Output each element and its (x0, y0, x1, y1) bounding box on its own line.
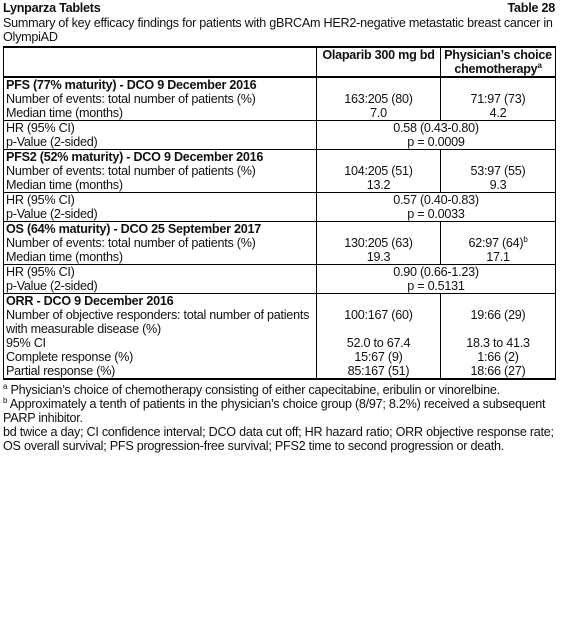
footnote-b: $^b$ Approximately a tenth of patients in the physician’s choice group (8/97; 8.2%) received a subsequent PARP inhibitor. (3, 395, 546, 425)
row-label: Median time (months) (6, 106, 123, 120)
section-title-pfs: PFS (77% maturity) - DCO 9 December 2016 (4, 77, 317, 92)
row-label: Number of events: total number of patients (%) (6, 92, 256, 106)
section-title-orr: ORR - DCO 9 December 2016 (6, 294, 174, 308)
row-label: 95% CI (6, 336, 46, 350)
row-label: Median time (months) (6, 178, 123, 192)
section-title-os: OS (64% maturity) - DCO 25 September 2017 (4, 222, 317, 237)
physician-value: 4.2 (489, 106, 507, 120)
row-label: Number of events: total number of patients (%) (6, 164, 256, 178)
header-blank-cell (4, 47, 317, 77)
footnote-a-marker: a (537, 60, 542, 70)
physician-value: 17.1 (486, 250, 510, 264)
section-title-pfs2: PFS2 (52% maturity) - DCO 9 December 2016 (4, 150, 317, 165)
row-label: Number of objective responders: total number of patients with measurable disease (%) (6, 308, 310, 336)
physician-value: 18.3 to 41.3 (466, 336, 530, 350)
olaparib-value: 130:205 (63) (344, 236, 413, 250)
table-row (4, 92, 556, 121)
p-value: p = 0.0033 (407, 207, 465, 221)
row-label: Number of events: total number of patients (%) (6, 236, 256, 250)
hr-value: 0.90 (0.66-1.23) (393, 265, 479, 279)
section-title-row (4, 150, 556, 165)
olaparib-value: 100:167 (60) (344, 308, 413, 322)
table-row (4, 121, 556, 150)
table-row (4, 236, 556, 265)
section-title-row (4, 77, 556, 92)
table-row (4, 265, 556, 294)
physician-value: 1:66 (2) (477, 350, 519, 364)
document-header (3, 1, 555, 15)
abbreviations: bd twice a day; CI confidence interval; DCO data cut off; HR hazard ratio; ORR objective response rate; OS overall survival; PFS progression-free survival; PFS2 time to second progression or death. (3, 425, 554, 453)
physician-value: 62:97 (64) (468, 236, 524, 250)
table-row (4, 193, 556, 222)
row-label: Complete response (%) (6, 350, 134, 364)
hr-value: 0.57 (0.40-0.83) (393, 193, 479, 207)
product-name: Lynparza Tablets (3, 1, 101, 15)
table-row (4, 164, 556, 193)
hr-value: 0.58 (0.43-0.80) (393, 121, 479, 135)
section-title-row (4, 222, 556, 237)
table-header-row (4, 47, 556, 77)
p-value: p = 0.5131 (407, 279, 465, 293)
column-header-olaparib: Olaparib 300 mg bd (317, 47, 441, 77)
row-label: Partial response (%) (6, 364, 116, 378)
column-header-physician: Physician’s choice chemotherapy$^a$ (441, 47, 556, 77)
table-number: Table 28 (507, 1, 555, 15)
olaparib-value: 13.2 (366, 178, 391, 192)
row-label: p-Value (2-sided) (6, 207, 98, 221)
olaparib-value: 85:167 (51) (347, 364, 410, 378)
footnote-a: $^a$ Physician’s choice of chemotherapy consisting of either capecitabine, eribulin or vinorelbine. (3, 381, 500, 397)
footnotes (3, 383, 555, 453)
row-label: HR (95% CI) (6, 193, 75, 207)
p-value: p = 0.0009 (407, 135, 465, 149)
row-label: p-Value (2-sided) (6, 279, 98, 293)
efficacy-table (3, 46, 556, 380)
document-page (3, 0, 555, 453)
footnote-b-marker: b (523, 234, 528, 244)
olaparib-value: 163:205 (80) (344, 92, 413, 106)
table-caption: Summary of key efficacy findings for patients with gBRCAm HER2-negative metastatic breast cancer in OlympiAD (3, 16, 553, 44)
olaparib-value: 7.0 (370, 106, 387, 120)
olaparib-value: 52.0 to 67.4 (346, 336, 411, 350)
row-label: Median time (months) (6, 250, 123, 264)
table-row (4, 294, 556, 380)
olaparib-value: 19.3 (366, 250, 391, 264)
olaparib-value: 104:205 (51) (344, 164, 413, 178)
physician-value: 53:97 (55) (470, 164, 526, 178)
physician-value: 18:66 (27) (470, 364, 526, 378)
physician-value: 9.3 (489, 178, 507, 192)
row-label: HR (95% CI) (6, 121, 75, 135)
physician-value: 71:97 (73) (470, 92, 526, 106)
physician-value: 19:66 (29) (470, 308, 526, 322)
row-label: HR (95% CI) (6, 265, 75, 279)
olaparib-value: 15:67 (9) (354, 350, 403, 364)
row-label: p-Value (2-sided) (6, 135, 98, 149)
